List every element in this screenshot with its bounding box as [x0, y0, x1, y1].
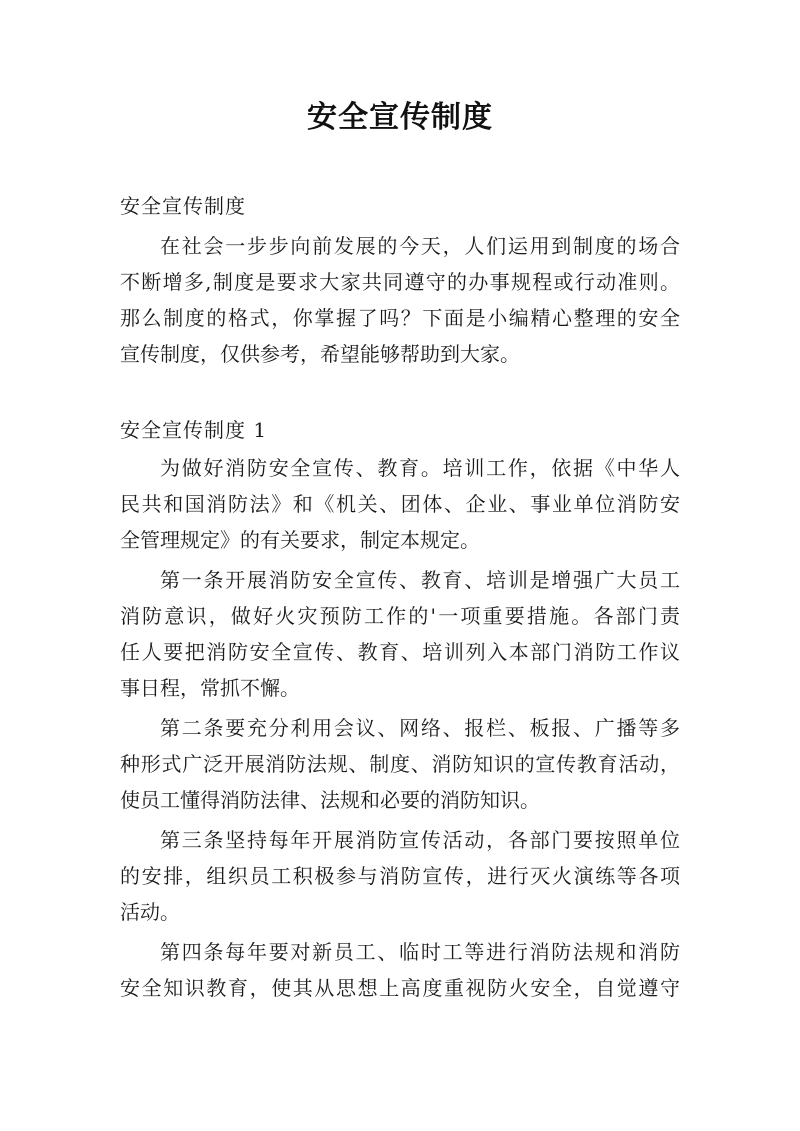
para5-text-2: 安全知识教育，使其从思想上高度重视防火安全，自觉遵守: [120, 976, 680, 1000]
intro-line-1: [120, 228, 680, 264]
para1-line-2: [120, 486, 680, 522]
intro-text-2: 不断增多,制度是要求大家共同遵守的办事规程或行动准则。: [120, 270, 680, 294]
para2-line-1: [120, 562, 680, 598]
para4-line-3: 活动。: [120, 900, 180, 924]
para2-line-2: [120, 598, 680, 634]
para2-text-1: 第一条开展消防安全宣传、教育、培训是增强广大员工: [160, 568, 680, 592]
intro-text-3: 那么制度的格式，你掌握了吗？下面是小编精心整理的安全: [120, 306, 680, 330]
para4-text-2: 的安排，组织员工积极参与消防宣传，进行灭火演练等各项: [120, 864, 680, 888]
para5-line-1: [120, 934, 680, 970]
para3-line-1: [120, 710, 680, 746]
para1-text-1: 为做好消防安全宣传、教育。培训工作，依据《中华人: [160, 456, 680, 480]
para3-text-1: 第二条要充分利用会议、网络、报栏、板报、广播等多: [160, 716, 680, 740]
para3-line-3: 使员工懂得消防法律、法规和必要的消防知识。: [120, 788, 540, 812]
intro-line-3: [120, 300, 680, 336]
para4-line-1: [120, 822, 680, 858]
para2-line-3: [120, 634, 680, 670]
para3-text-2: 种形式广泛开展消防法规、制度、消防知识的宣传教育活动，: [120, 752, 680, 776]
para5-text-1: 第四条每年要对新员工、临时工等进行消防法规和消防: [160, 940, 680, 964]
para4-line-2: [120, 858, 680, 894]
intro-text-1: 在社会一步步向前发展的今天，人们运用到制度的场合: [160, 234, 680, 258]
para4-text-1: 第三条坚持每年开展消防宣传活动，各部门要按照单位: [160, 828, 680, 852]
para2-text-2: 消防意识，做好火灾预防工作的'一项重要措施。各部门责: [120, 604, 680, 628]
para1-line-1: [120, 450, 680, 486]
intro-heading: 安全宣传制度: [120, 194, 246, 218]
document-title: 安全宣传制度: [307, 100, 493, 135]
para2-line-4: 事日程，常抓不懈。: [120, 676, 300, 700]
para5-line-2: [120, 970, 680, 1006]
document-body: [120, 188, 680, 1006]
intro-line-2: [120, 264, 680, 300]
intro-line-4: 宣传制度，仅供参考，希望能够帮助到大家。: [120, 342, 520, 366]
para1-line-3: 全管理规定》的有关要求，制定本规定。: [120, 528, 480, 552]
para1-text-2: 民共和国消防法》和《机关、团体、企业、事业单位消防安: [120, 492, 680, 516]
para3-line-2: [120, 746, 680, 782]
section1-heading: 安全宣传制度 1: [120, 418, 268, 442]
para2-text-3: 任人要把消防安全宣传、教育、培训列入本部门消防工作议: [120, 640, 680, 664]
section-spacer: [120, 372, 680, 412]
